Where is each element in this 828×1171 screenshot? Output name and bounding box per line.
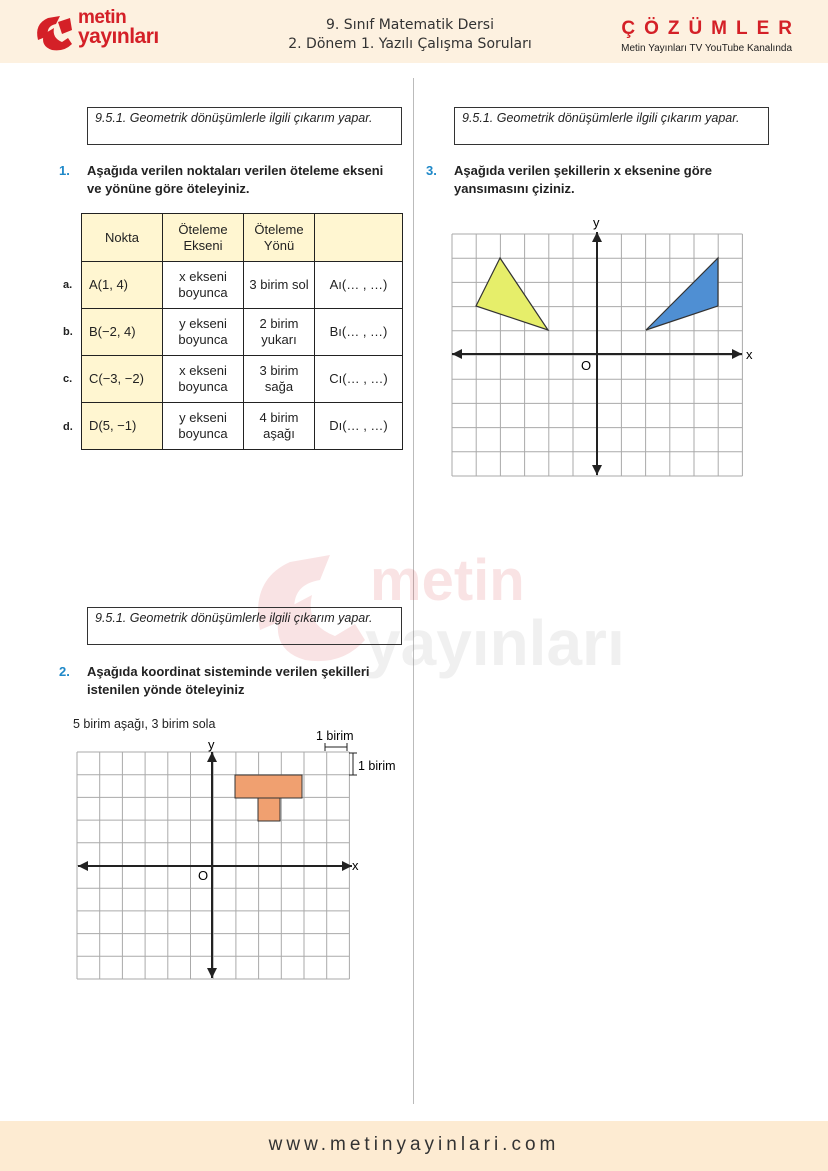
question-1 <box>59 162 387 198</box>
table-row <box>82 356 403 403</box>
q3-x-label: x <box>746 347 753 362</box>
header-yon: Öteleme Yönü <box>244 214 315 262</box>
q2-x-arrow-right-icon <box>342 861 352 871</box>
row-answer[interactable]: Dı(… , …) <box>315 403 403 450</box>
question-1-number: 1. <box>59 163 70 178</box>
q2-unit-v-label: 1 birim <box>358 759 396 773</box>
row-label: b. <box>63 326 73 338</box>
q2-y-arrow-up-icon <box>207 752 217 762</box>
q3-yellow-triangle <box>476 258 548 330</box>
row-point: D(5, −1) <box>82 403 163 450</box>
row-direction: 2 birim yukarı <box>244 309 315 356</box>
question-1-text: Aşağıda verilen noktaları verilen öteleme ekseni ve yönüne göre öteleyiniz. <box>87 163 384 196</box>
question-2-text: Aşağıda koordinat sisteminde verilen şekilleri istenilen yönde öteleyiniz <box>87 664 370 697</box>
q3-x-arrow-right-icon <box>732 349 742 359</box>
objective-box-q1: 9.5.1. Geometrik dönüşümlerle ilgili çıkarım yapar. <box>87 107 402 145</box>
q2-y-arrow-down-icon <box>207 968 217 978</box>
q2-origin-label: O <box>198 868 209 883</box>
question-3-text: Aşağıda verilen şekillerin x eksenine göre yansımasını çiziniz. <box>454 163 712 196</box>
row-label: d. <box>63 421 73 433</box>
row-point: C(−3, −2) <box>82 356 163 403</box>
objective-box-q3: 9.5.1. Geometrik dönüşümlerle ilgili çıkarım yapar. <box>454 107 769 145</box>
exam-title: 2. Dönem 1. Yazılı Çalışma Soruları <box>288 36 532 52</box>
svg-text:metin: metin <box>370 548 525 613</box>
q3-blue-triangle <box>646 258 718 330</box>
solutions-subtitle: Metin Yayınları TV YouTube Kanalında <box>621 43 792 54</box>
solutions-title: ÇÖZÜMLER <box>621 18 801 39</box>
row-axis: y ekseni boyunca <box>163 309 244 356</box>
q3-origin-label: O <box>581 358 592 373</box>
q2-x-label: x <box>352 858 359 873</box>
q3-coordinate-grid <box>440 210 770 485</box>
row-direction: 4 birim aşağı <box>244 403 315 450</box>
header-title <box>250 16 570 54</box>
question-3 <box>426 162 774 198</box>
question-2-number: 2. <box>59 664 70 679</box>
logo-line1: metin <box>78 7 127 28</box>
header-eksen: Öteleme Ekseni <box>163 214 244 262</box>
q2-unit-h-label: 1 birim <box>316 729 354 743</box>
q2-shape-top <box>235 775 302 798</box>
row-axis: x ekseni boyunca <box>163 356 244 403</box>
q2-x-arrow-left-icon <box>78 861 88 871</box>
table-row <box>82 309 403 356</box>
question-2 <box>59 663 397 699</box>
table-row <box>82 403 403 450</box>
row-point: B(−2, 4) <box>82 309 163 356</box>
row-direction: 3 birim sol <box>244 262 315 309</box>
row-label: c. <box>63 373 73 385</box>
q3-y-label: y <box>593 215 600 230</box>
q2-instruction: 5 birim aşağı, 3 birim sola <box>73 717 216 731</box>
logo-wordmark <box>78 8 159 46</box>
table-row <box>82 262 403 309</box>
page-footer[interactable]: www.metinyayinlari.com <box>0 1121 828 1171</box>
q2-shape-stem <box>258 798 280 821</box>
q3-y-arrow-down-icon <box>592 465 602 475</box>
row-answer[interactable]: Aı(… , …) <box>315 262 403 309</box>
table-header-row <box>82 214 403 262</box>
q3-x-arrow-left-icon <box>452 349 462 359</box>
row-label: a. <box>63 279 73 291</box>
solutions-block <box>621 18 801 54</box>
logo-line2: yayınları <box>78 25 159 48</box>
q2-y-label: y <box>208 737 215 752</box>
header-answer <box>315 214 403 262</box>
row-axis: x ekseni boyunca <box>163 262 244 309</box>
header-nokta: Nokta <box>82 214 163 262</box>
translation-table <box>81 213 403 450</box>
row-direction: 3 birim sağa <box>244 356 315 403</box>
page-header <box>0 0 828 63</box>
row-point: A(1, 4) <box>82 262 163 309</box>
objective-box-q2: 9.5.1. Geometrik dönüşümlerle ilgili çıkarım yapar. <box>87 607 402 645</box>
row-answer[interactable]: Bı(… , …) <box>315 309 403 356</box>
svg-text:yayınları: yayınları <box>365 607 625 679</box>
row-answer[interactable]: Cı(… , …) <box>315 356 403 403</box>
q2-coordinate-grid <box>60 728 410 984</box>
question-3-number: 3. <box>426 163 437 178</box>
row-axis: y ekseni boyunca <box>163 403 244 450</box>
course-title: 9. Sınıf Matematik Dersi <box>326 17 494 33</box>
